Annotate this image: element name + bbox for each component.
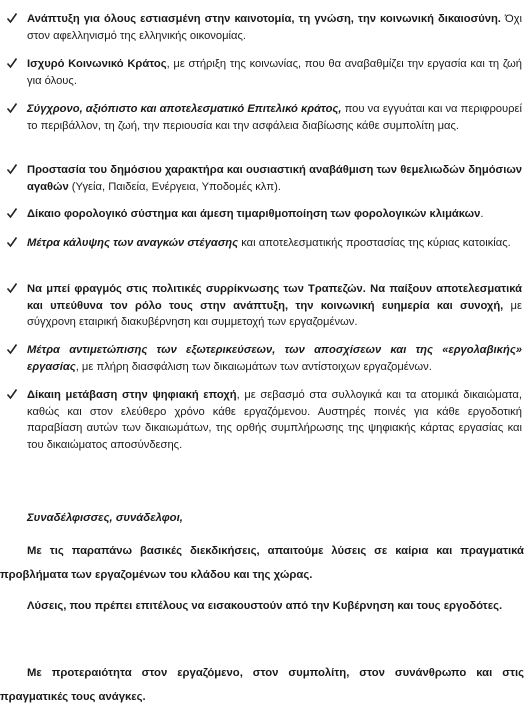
list-item-text: Σύγχρονο, αξιόπιστο και αποτελεσματικό Επιτελικό κράτος, που να εγγυάται και να περιφρουρεί το περιβάλλον, τη ζωή, την περιουσία και την ασφάλεια διαβίωσης κάθε συμπολίτη μας. [27, 103, 522, 132]
paragraph: Με προτεραιότητα στον εργαζόμενο, στον συμπολίτη, στον συνάνθρωπο και στις πραγματικές τους ανάγκες. [0, 667, 524, 703]
checkmark-icon [6, 388, 20, 402]
list-item-text: Δίκαιη μετάβαση στην ψηφιακή εποχή, με σεβασμό στα συλλογικά και τα ατομικά δικαιώματα, καθώς και στον ελεύθερο χρόνο κάθε εργαζόμενου. Αυστηρές ποινές για κάθε εργοδοτική παραβίαση αυτών των δικαιωμάτων, της ορθής συμπλήρωσης της ψηφιακής κάρτας εργασίας και του δικαιώματος αποσύνδεσης. [27, 389, 523, 451]
checkmark-icon [6, 12, 20, 26]
list-item-text: Μέτρα αντιμετώπισης των εξωτερικεύσεων, των αποσχίσεων και της «εργολαβικής» εργασίας, με πλήρη διασφάλιση των δικαιωμάτων των αντίστοιχων εργαζομένων. [27, 344, 522, 373]
checkmark-icon [6, 282, 20, 296]
checkmark-icon [6, 102, 20, 116]
paragraph: Με τις παραπάνω βασικές διεκδικήσεις, απαιτούμε λύσεις σε καίρια και πραγματικά προβλήματα των εργαζομένων του κλάδου και της χώρας. [0, 545, 524, 581]
paragraph: Λύσεις, που πρέπει επιτέλους να εισακουστούν από την Κυβέρνηση και τους εργοδότες. [27, 600, 503, 612]
list-item-text: Ανάπτυξη για όλους εστιασμένη στην καινοτομία, τη γνώση, την κοινωνική δικαιοσύνη. Όχι στον αφελληνισμό της ελληνικής οικονομίας. [27, 13, 522, 42]
checkmark-icon [6, 236, 20, 250]
list-item-text: Δίκαιο φορολογικό σύστημα και άμεση τιμαριθμοποίηση των φορολογικών κλιμάκων. [27, 208, 484, 220]
list-item-text: Μέτρα κάλυψης των αναγκών στέγασης και αποτελεσματικής προστασίας της κύριας κατοικίας. [27, 237, 511, 249]
checkmark-icon [6, 207, 20, 221]
checkmark-icon [6, 57, 20, 71]
list-item-text: Να μπεί φραγμός στις πολιτικές συρρίκνωσης των Τραπεζών. Να παίξουν αποτελεσματικά και υπεύθυνα τον ρόλο τους στην ανάπτυξη, την κοινωνική ευημερία και συνοχή, με σύγχρονη εταιρική διακυβέρνηση και συμμετοχή των εργαζομένων. [27, 283, 522, 328]
salutation: Συναδέλφισσες, συνάδελφοι, [27, 512, 183, 524]
list-item-text: Ισχυρό Κοινωνικό Κράτος, με στήριξη της κοινωνίας, που θα αναβαθμίζει την εργασία και τη ζωή για όλους. [27, 58, 522, 87]
list-item-text: Προστασία του δημόσιου χαρακτήρα και ουσιαστική αναβάθμιση των θεμελιωδών δημόσιων αγαθών (Υγεία, Παιδεία, Ενέργεια, Υποδομές κλπ). [27, 164, 522, 193]
checkmark-icon [6, 163, 20, 177]
checkmark-icon [6, 343, 20, 357]
